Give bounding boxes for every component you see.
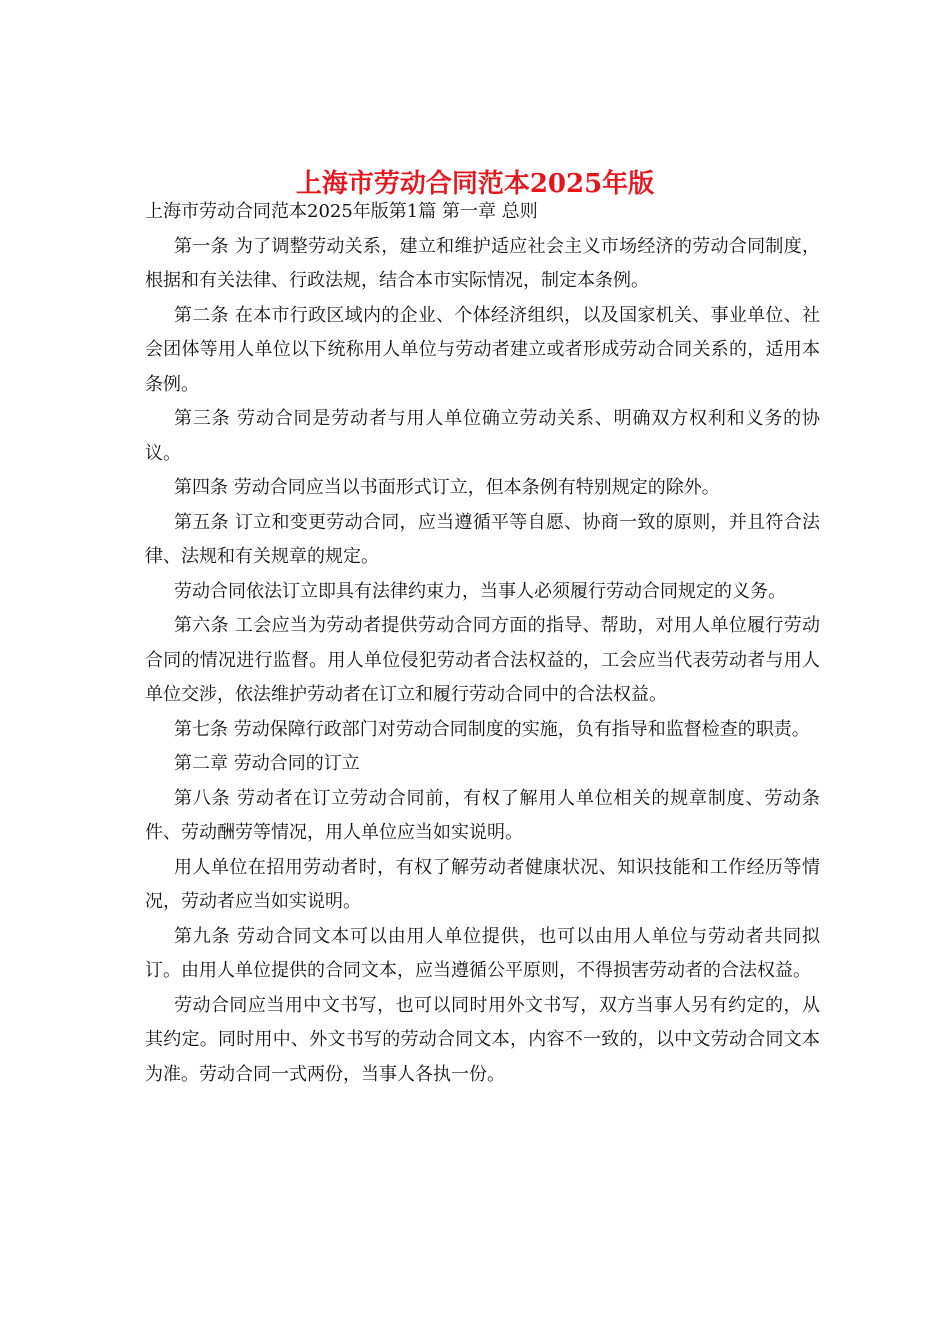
- article-5-paragraph: 第五条 订立和变更劳动合同，应当遵循平等自愿、协商一致的原则，并且符合法律、法规和有关规章的规定。: [145, 511, 820, 567]
- article-9-continuation-paragraph: 劳动合同应当用中文书写，也可以同时用外文书写，双方当事人另有约定的，从其约定。同时用中、外文书写的劳动合同文本，内容不一致的，以中文劳动合同文本为准。劳动合同一式两份，当事人各执一份。: [145, 994, 820, 1085]
- article-7-paragraph: 第七条 劳动保障行政部门对劳动合同制度的实施，负有指导和监督检查的职责。: [174, 718, 810, 740]
- chapter-2-heading: 第二章 劳动合同的订立: [174, 753, 360, 774]
- article-8-paragraph: 第八条 劳动者在订立劳动合同前，有权了解用人单位相关的规章制度、劳动条件、劳动酬劳等情况，用人单位应当如实说明。: [145, 787, 820, 843]
- article-2-paragraph: 第二条 在本市行政区域内的企业、个体经济组织，以及国家机关、事业单位、社会团体等用人单位以下统称用人单位与劳动者建立或者形成劳动合同关系的，适用本条例。: [145, 304, 820, 395]
- article-4-paragraph: 第四条 劳动合同应当以书面形式订立，但本条例有特别规定的除外。: [174, 477, 720, 498]
- document-body: [145, 195, 820, 1092]
- article-6-paragraph: 第六条 工会应当为劳动者提供劳动合同方面的指导、帮助，对用人单位履行劳动合同的情况进行监督。用人单位侵犯劳动者合法权益的，工会应当代表劳动者与用人单位交涉，依法维护劳动者在订立和履行劳动合同中的合法权益。: [145, 615, 820, 705]
- article-9-paragraph: 第九条 劳动合同文本可以由用人单位提供，也可以由用人单位与劳动者共同拟订。由用人单位提供的合同文本，应当遵循公平原则，不得损害劳动者的合法权益。: [145, 925, 820, 981]
- article-3-paragraph: 第三条 劳动合同是劳动者与用人单位确立劳动关系、明确双方权利和义务的协议。: [145, 408, 820, 464]
- article-8-continuation-paragraph: 用人单位在招用劳动者时，有权了解劳动者健康状况、知识技能和工作经历等情况，劳动者应当如实说明。: [145, 856, 820, 912]
- article-1-paragraph: 第一条 为了调整劳动关系，建立和维护适应社会主义市场经济的劳动合同制度，根据和有关法律、行政法规，结合本市实际情况，制定本条例。: [145, 235, 820, 291]
- intro-heading-paragraph: 上海市劳动合同范本2025年版第1篇 第一章 总则: [145, 201, 538, 222]
- document-title: 上海市劳动合同范本2025年版: [295, 169, 655, 200]
- article-5-continuation-paragraph: 劳动合同依法订立即具有法律约束力，当事人必须履行劳动合同规定的义务。: [174, 580, 786, 602]
